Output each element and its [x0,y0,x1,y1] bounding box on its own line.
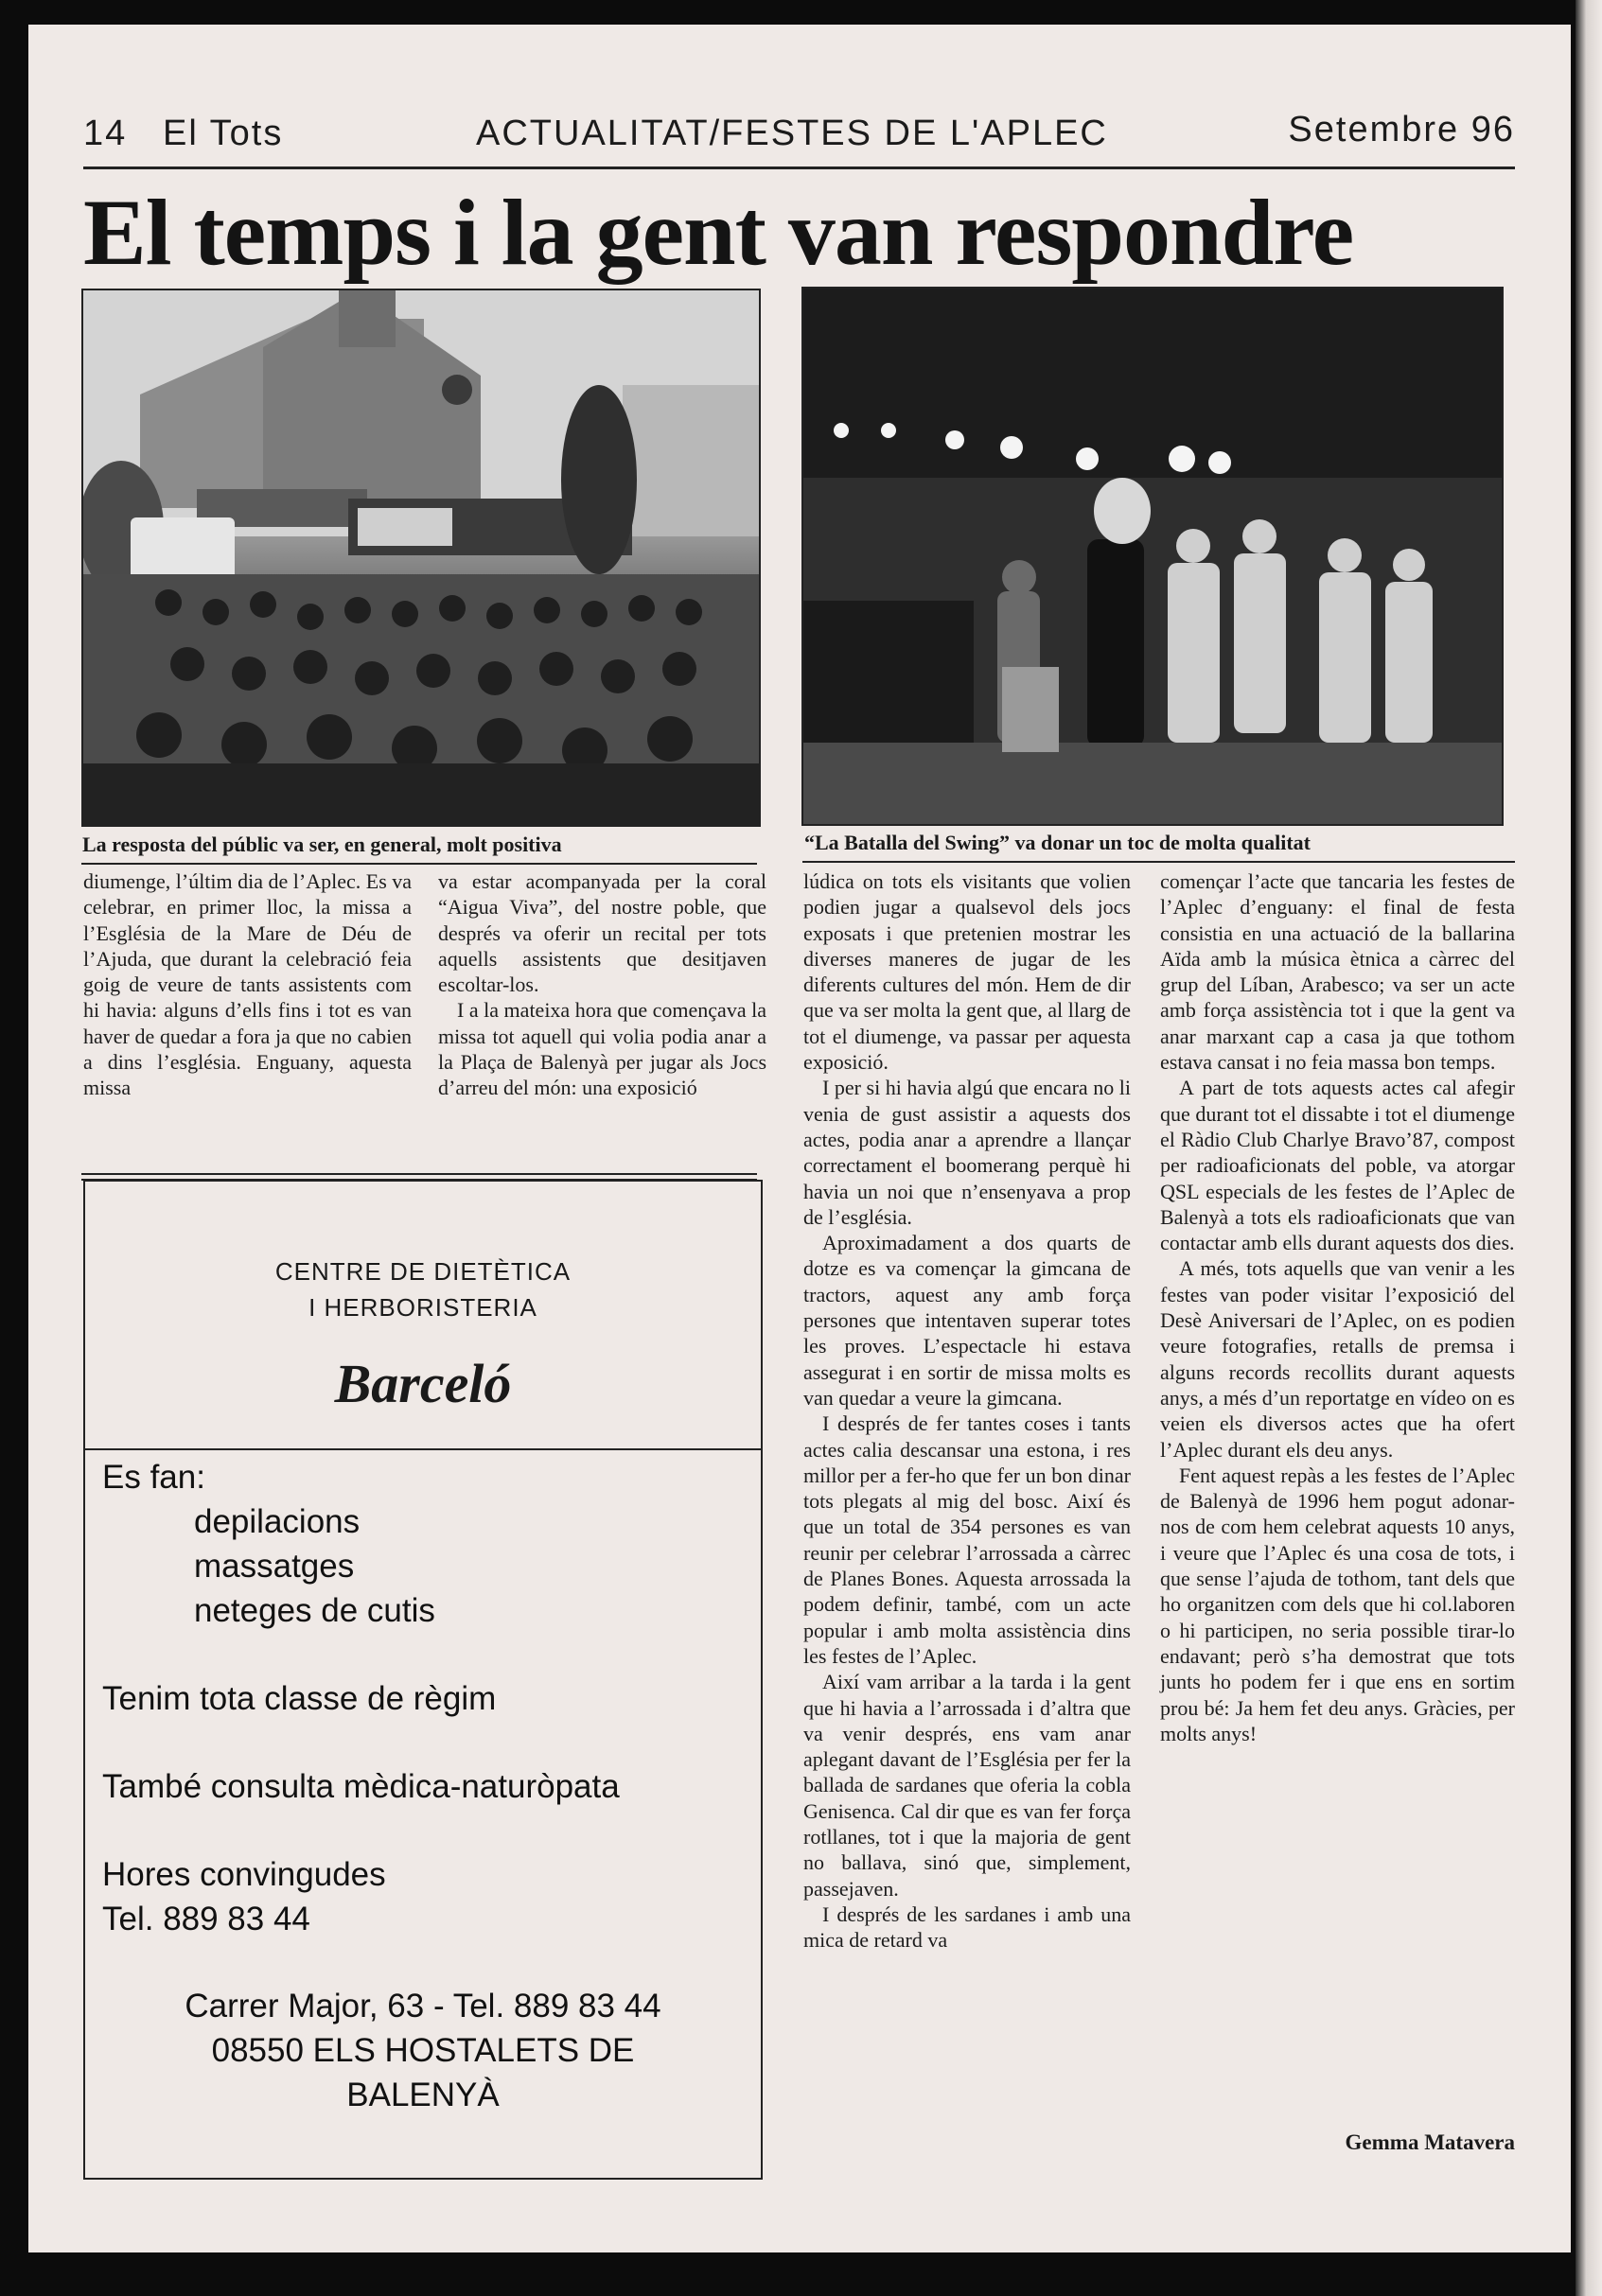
photo-church-audience [81,289,761,827]
photo-swing-band [801,287,1504,826]
paragraph: I a la mateixa hora que començava la missa tot aquell qui volia podia anar a la Plaça de Balenyà per jugar als Jocs d’arreu del món: una exposició [438,998,766,1100]
paragraph: començar l’acte que tancaria les festes de l’Aplec d’enguany: el final de festa consistia en una actuació de la ballarina Aïda amb la música ètnica a càrrec del grup del Líban, Arabesco; va ser un acte amb força assistència tot i que la gent va anar marxant cap a casa ja que tothom estava cansat i no feia massa bon temps. [1160,869,1515,1075]
caption-left-photo: La resposta del públic va ser, en general, molt positiva [82,833,562,856]
paragraph: va estar acompanyada per la coral “Aigua Viva”, del nostre poble, que després va oferir un recital per tots aquells assistents que desitjaven escoltar-los. [438,869,766,997]
issue-date: Setembre 96 [1288,110,1515,149]
next-page-edge [1576,0,1602,2296]
article-author: Gemma Matavera [1345,2130,1515,2154]
section-divider-top [81,1173,757,1175]
ad-phone: Tel. 889 83 44 [102,1901,310,1937]
paragraph: I per si hi havia algú que encara no li venia de gust assistir a aquests dos actes, podia anar a aprendre a llançar correctament el boomerang perquè hi havia un noi que n’ensenyava a prop de l’església. [803,1076,1131,1229]
ad-consulta-line: També consulta mèdica-naturòpata [102,1768,620,1805]
paragraph: Així vam arribar a la tarda i la gent que hi havia a l’arrossada i d’altra que va venir després, ens vam anar aplegant davant de l’Església per fer la ballada de sardanes que oferia la cobla Genisenca. Cal dir que es van fer força rotllanes, tot i que la majoria de gent no ballava, sinó que, simplement, passejaven. [803,1670,1131,1901]
paragraph: Aproximadament a dos quarts de dotze es va començar la gimcana de tractors, aquest any amb força persones que intentaven superar totes les proves. L’espectacle hi estava assegurat i en sortir de missa molts es van quedar a veure la gimcana. [803,1231,1131,1410]
ad-address-line2: 08550 ELS HOSTALETS DE [211,2032,635,2069]
article-column-2 [438,868,766,1101]
ad-header [85,1182,761,1451]
paragraph: A part de tots aquests actes cal afegir que durant tot el dissabte i tot el diumenge el Ràdio Club Charlye Bravo’87, compost per radioaficionats del poble, va atorgar QSL especials de les festes de l’Aplec de Balenyà a tots els radioaficionats que van contactar amb ells durant aquests dos dies. [1160,1076,1515,1255]
ad-regim-line: Tenim tota classe de règim [102,1680,497,1717]
ad-services-title: Es fan: [102,1459,205,1496]
paragraph: I després de fer tantes coses i tants actes calia descansar una estona, i res millor per a fer-ho que fer un bon dinar tots plegats al mig del bosc. Així és que un total de 354 persones es van reunir per celebrar l’arrossada a càrrec de Planes Bones. Aquesta arrossada la podem definir, també, com un acte popular i amb molta assistència dins les festes de l’Aplec. [803,1411,1131,1668]
headline: El temps i la gent van respondre [83,180,1354,285]
paragraph: lúdica on tots els visitants que volien podien jugar a qualsevol dels jocs exposats i que pretenien mostrar les diverses maneres de jugar de les diferents cultures del món. Hem de dir que va ser molta la gent que, al llarg de tot el diumenge, va passar per aquesta exposició. [803,869,1131,1075]
ad-line-dietetica: CENTRE DE DIETÈTICA [274,1257,572,1286]
header-left [83,114,283,154]
church-audience-image [83,290,759,825]
paragraph: diumenge, l’últim dia de l’Aplec. Es va celebrar, en primer lloc, la missa a l’Església de la Mare de Déu de l’Ajuda, que durant la celebració feia goig de veure de tants assistents com hi havia: alguns d’ells fins i tot es van haver de quedar a fora ja que no cabien a dins l’església. Enguany, aquesta missa [83,869,413,1100]
ad-service-item: neteges de cutis [194,1592,435,1629]
caption-right-photo: “La Batalla del Swing” va donar un toc de molta qualitat [804,831,1311,854]
ad-address-line3: BALENYÀ [346,2077,500,2113]
header-rule [83,167,1515,169]
article-column-4 [1160,868,1515,1746]
caption-rule-right [802,861,1515,863]
ad-address-line1: Carrer Major, 63 - Tel. 889 83 44 [185,1988,661,2024]
section-title: ACTUALITAT/FESTES DE L'APLEC [476,114,1108,153]
publication-name: El Tots [162,114,284,153]
paragraph: A més, tots aquells que van venir a les festes van poder visitar l’exposició del Desè Aniversari de l’Aplec, on es podien veure fotografies, retalls de premsa i alguns records recollits durant aquests anys, a més d’un reportatge en vídeo on es veien els diversos actes que ha ofert l’Aplec durant els deu anys. [1160,1256,1515,1462]
article-column-1 [83,868,412,1101]
ad-rule [85,1448,761,1450]
paragraph: I després de les sardanes i amb una mica de retard va [803,1902,1131,1953]
ad-line-herboristeria: I HERBORISTERIA [308,1293,537,1322]
ad-hores-line: Hores convingudes [102,1856,386,1893]
swing-band-image [803,289,1502,824]
ad-service-item: massatges [194,1548,355,1585]
paragraph: Fent aquest repàs a les festes de l’Aplec de Balenyà de 1996 hem pogut adonar-nos de com hem celebrat aquests 10 anys, i veure que l’Aplec és una cosa de tots, i que sense l’ajuda de tothom, tant dels que ho organitzen com dels que hi col.laboren o hi participen, no seria possible tirar-lo endavant; però s’ha demostrat que tots junts ho podem fer i que ens en sortim prou bé: Ja hem fet deu anys. Gràcies, per molts anys! [1160,1463,1515,1745]
article-column-3 [803,868,1131,1953]
advertisement-barcelo [83,1180,763,2180]
page-number: 14 [83,114,128,153]
ad-service-item: depilacions [194,1503,361,1540]
caption-rule-left [81,863,757,865]
page-header [83,93,1515,159]
barcelo-logo: Barceló [334,1353,512,1414]
